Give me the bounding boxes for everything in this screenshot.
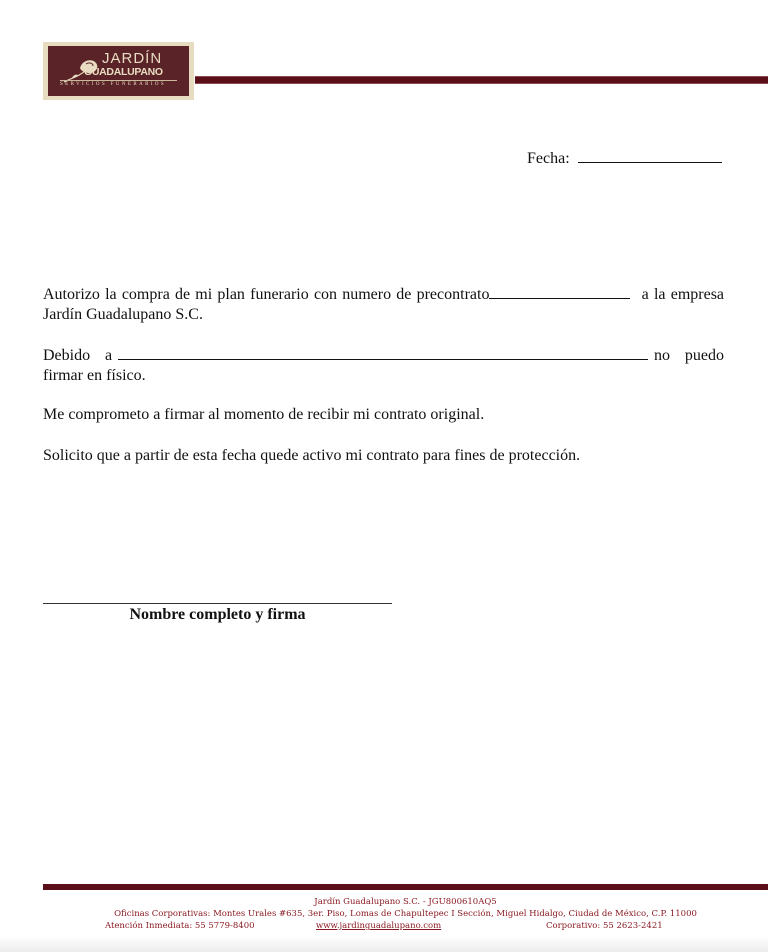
reason-paragraph: [43, 345, 724, 386]
authorization-text-end: a la empresa Jardín Guadalupano S.C.: [43, 286, 725, 323]
company-logo: [43, 42, 194, 100]
commitment-paragraph: Me comprometo a firmar al momento de recibir mi contrato original.: [43, 406, 485, 423]
logo-divider: [60, 80, 177, 81]
footer-contacts: [43, 920, 768, 932]
reason-text-start: Debido a: [43, 347, 113, 364]
logo-text-jardin: JARDÍN: [102, 50, 163, 67]
precontract-number-blank[interactable]: [489, 284, 630, 299]
date-blank[interactable]: [578, 148, 722, 163]
footer-phone: Atención Inmediata: 55 5779-8400: [105, 921, 255, 931]
authorization-paragraph: [43, 284, 724, 325]
reason-blank[interactable]: [118, 345, 648, 360]
logo-tagline: SERVICIOS FUNERARIOS: [60, 82, 167, 87]
footer-company: Jardín Guadalupano S.C. - JGU800610AQ5: [314, 897, 497, 907]
footer: [43, 896, 768, 932]
date-field: [527, 148, 722, 168]
reason-text-end: no puedo firmar en físico.: [43, 347, 724, 384]
page-bottom-shadow: [0, 936, 768, 952]
logo-text-guadalupano: GUADALUPANO: [84, 66, 163, 78]
activation-paragraph: Solicito que a partir de esta fecha quede activo mi contrato para fines de protección.: [43, 447, 581, 464]
authorization-text-start: Autorizo la compra de mi plan funerario con numero de precontrato: [43, 286, 490, 303]
date-label: Fecha:: [527, 150, 570, 167]
signature-label: Nombre completo y firma: [129, 606, 306, 623]
footer-website-link[interactable]: www.jardinguadalupano.com: [316, 921, 442, 931]
footer-corporate-phone: Corporativo: 55 2623-2421: [546, 921, 663, 931]
signature-line[interactable]: [43, 603, 392, 604]
footer-address: Oficinas Corporativas: Montes Urales #635, 3er. Piso, Lomas de Chapultepec I Sección, Miguel Hidalgo, Ciudad de México, C.P. 11000: [114, 909, 697, 919]
header-rule: [195, 76, 768, 84]
footer-rule: [43, 884, 768, 890]
logo-panel: [48, 46, 189, 96]
